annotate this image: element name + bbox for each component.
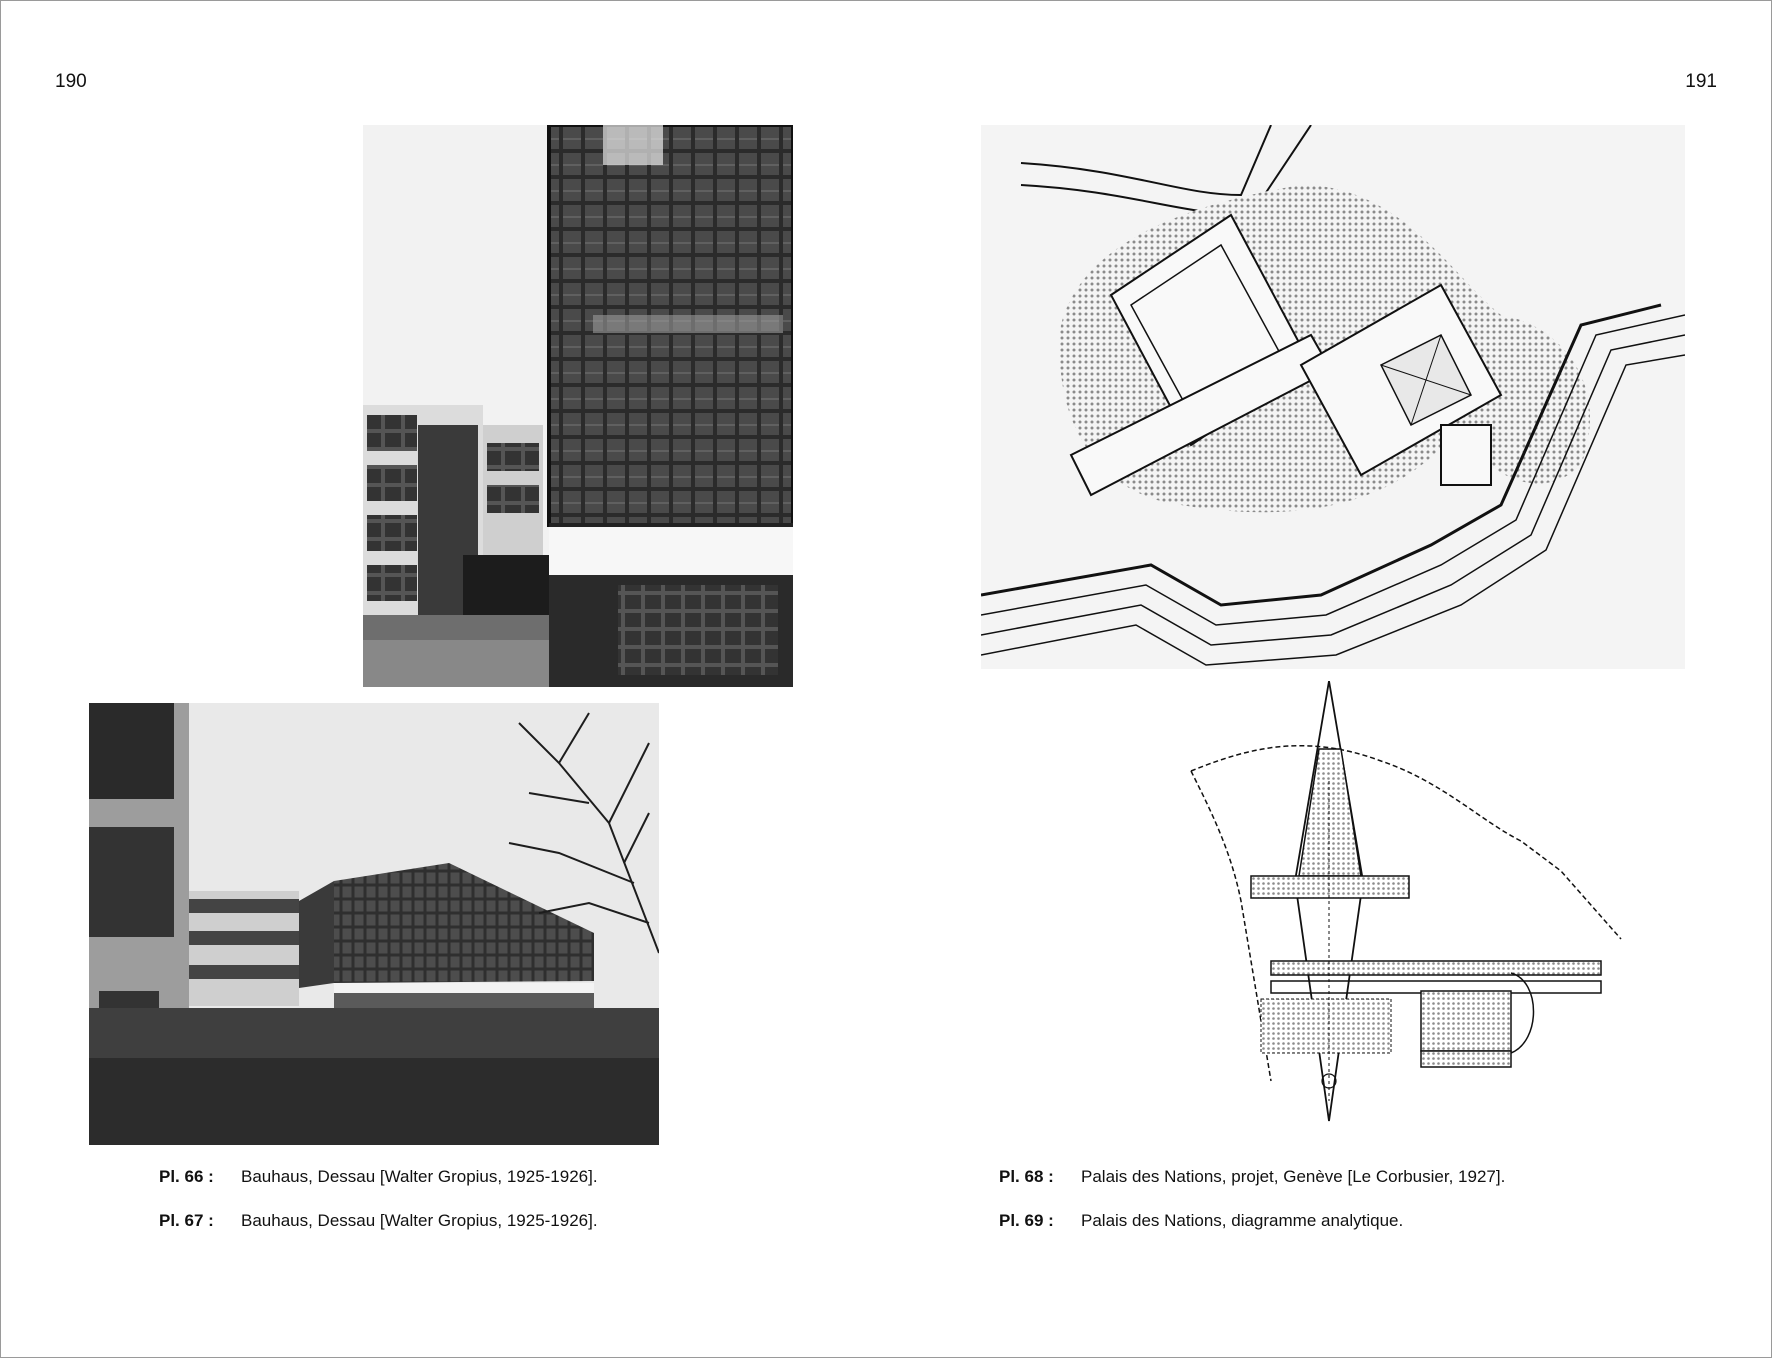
plate-caption-text: Bauhaus, Dessau [Walter Gropius, 1925-1926]. (241, 1211, 598, 1230)
plate-66-photo (363, 125, 793, 687)
page-number-right: 191 (1685, 71, 1717, 92)
caption-plate-66 (159, 1167, 598, 1187)
plate-number: Pl. 68 : (999, 1167, 1054, 1186)
plate-number: Pl. 69 : (999, 1211, 1054, 1230)
plate-caption-text: Palais des Nations, projet, Genève [Le Corbusier, 1927]. (1081, 1167, 1506, 1186)
plate-68-drawing (981, 125, 1685, 669)
caption-plate-69 (999, 1211, 1403, 1231)
caption-plate-67 (159, 1211, 598, 1231)
caption-plate-68 (999, 1167, 1505, 1187)
plate-number: Pl. 67 : (159, 1211, 214, 1230)
plate-caption-text: Palais des Nations, diagramme analytique. (1081, 1211, 1404, 1230)
plate-number: Pl. 66 : (159, 1167, 214, 1186)
plate-67-photo (89, 703, 659, 1145)
plate-caption-text: Bauhaus, Dessau [Walter Gropius, 1925-1926]. (241, 1167, 598, 1186)
plate-69-diagram (1181, 681, 1641, 1141)
page-number-left: 190 (55, 71, 87, 92)
